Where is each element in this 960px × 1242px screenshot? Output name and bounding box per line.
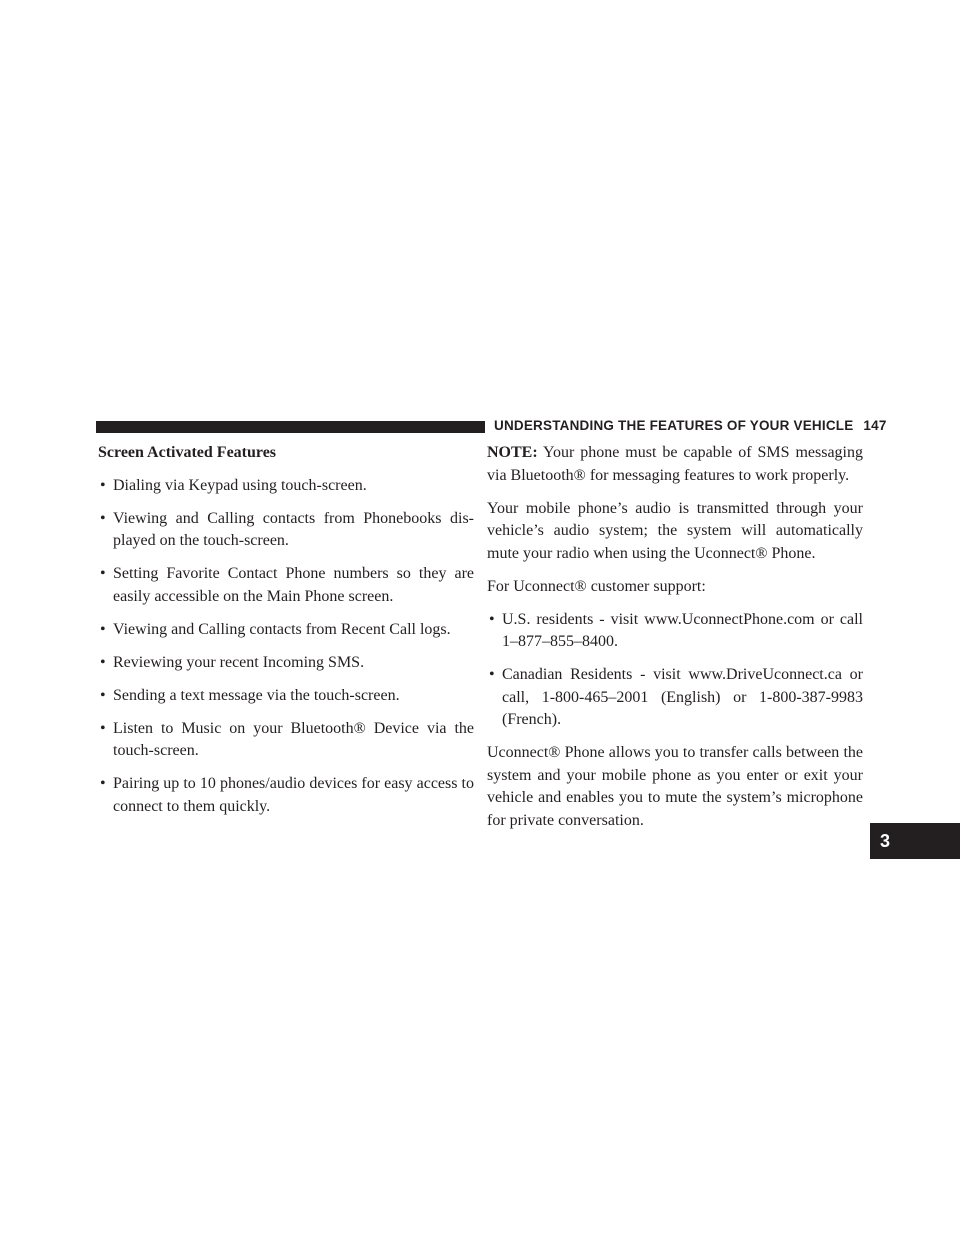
list-item: • Setting Favorite Contact Phone numbers so they are easily accessible on the Main Phone screen.	[98, 563, 474, 608]
section-heading: Screen Activated Features	[98, 444, 277, 461]
list-item: • Reviewing your recent Incoming SMS.	[98, 652, 474, 675]
note-paragraph	[487, 442, 863, 487]
note-text: Your phone must be capable of SMS messaging via Bluetooth® for messaging features to work properly.	[487, 444, 863, 484]
page-number: 147	[863, 418, 887, 433]
list-item: • Listen to Music on your Bluetooth® Device via the touch-screen.	[98, 718, 474, 763]
section-title: UNDERSTANDING THE FEATURES OF YOUR VEHICLE	[494, 418, 854, 433]
right-column	[487, 442, 863, 843]
feature-list	[98, 475, 474, 819]
list-item: • Viewing and Calling contacts from Recent Call logs.	[98, 619, 474, 642]
transfer-paragraph: Uconnect® Phone allows you to transfer calls between the system and your mobile phone as you enter or exit your vehicle and enables you to mute the system’s microphone for private conversation.	[487, 744, 863, 829]
left-column	[98, 442, 474, 829]
list-item: • Dialing via Keypad using touch-screen.	[98, 475, 474, 498]
chapter-tab: 3	[870, 823, 960, 859]
list-item: • Sending a text message via the touch-screen.	[98, 685, 474, 708]
list-item: • U.S. residents - visit www.UconnectPhone.com or call 1–877–855–8400.	[487, 609, 863, 654]
support-list	[487, 609, 863, 732]
list-item: • Pairing up to 10 phones/audio devices for easy access to connect to them quickly.	[98, 773, 474, 818]
note-label: NOTE:	[487, 444, 538, 461]
audio-paragraph: Your mobile phone’s audio is transmitted through your vehicle’s audio system; the system will automatically mute your radio when using the Uconnect® Phone.	[487, 499, 863, 562]
list-item: • Canadian Residents - visit www.DriveUconnect.ca or call, 1-800-465–2001 (English) or 1-800-387-9983 (French).	[487, 664, 863, 732]
running-header	[494, 418, 887, 434]
header-rule	[96, 421, 485, 433]
support-intro: For Uconnect® customer support:	[487, 577, 706, 595]
list-item: • Viewing and Calling contacts from Phonebooks dis- played on the touch-screen.	[98, 508, 474, 553]
